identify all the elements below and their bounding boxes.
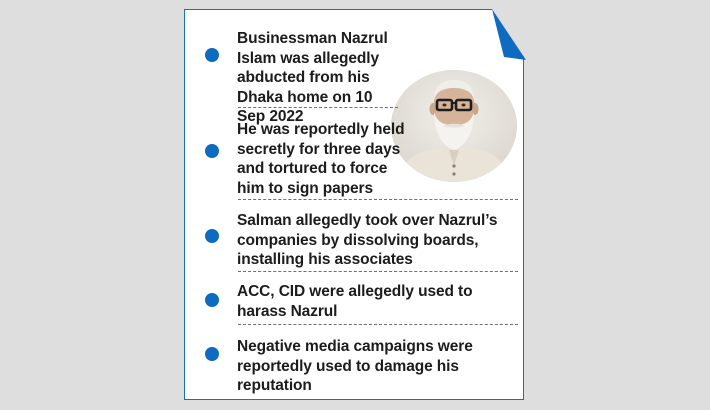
bullet-dot-icon [205, 144, 219, 158]
portrait-photo [391, 70, 517, 182]
bullet-text-3: Salman allegedly took over Nazrul’s companies by dissolving boards, installing his associates [237, 212, 498, 268]
bullet-dot-icon [205, 293, 219, 307]
bullet-text-4: ACC, CID were allegedly used to harass Nazrul [237, 283, 473, 320]
page-fold-icon [492, 9, 526, 60]
divider [238, 107, 398, 108]
divider [238, 271, 518, 272]
bullet-text-1: Businessman Nazrul Islam was allegedly abducted from his Dhaka home on 10 Sep 2022 [237, 30, 388, 125]
divider [238, 199, 518, 200]
bullet-text-2: He was reportedly held secretly for three days and tortured to force him to sign papers [237, 121, 405, 197]
bullet-dot-icon [205, 229, 219, 243]
bullet-dot-icon [205, 347, 219, 361]
divider [238, 324, 518, 325]
portrait-illustration [391, 70, 517, 182]
bullet-dot-icon [205, 48, 219, 62]
bullet-text-5: Negative media campaigns were reportedly used to damage his reputation [237, 338, 473, 394]
